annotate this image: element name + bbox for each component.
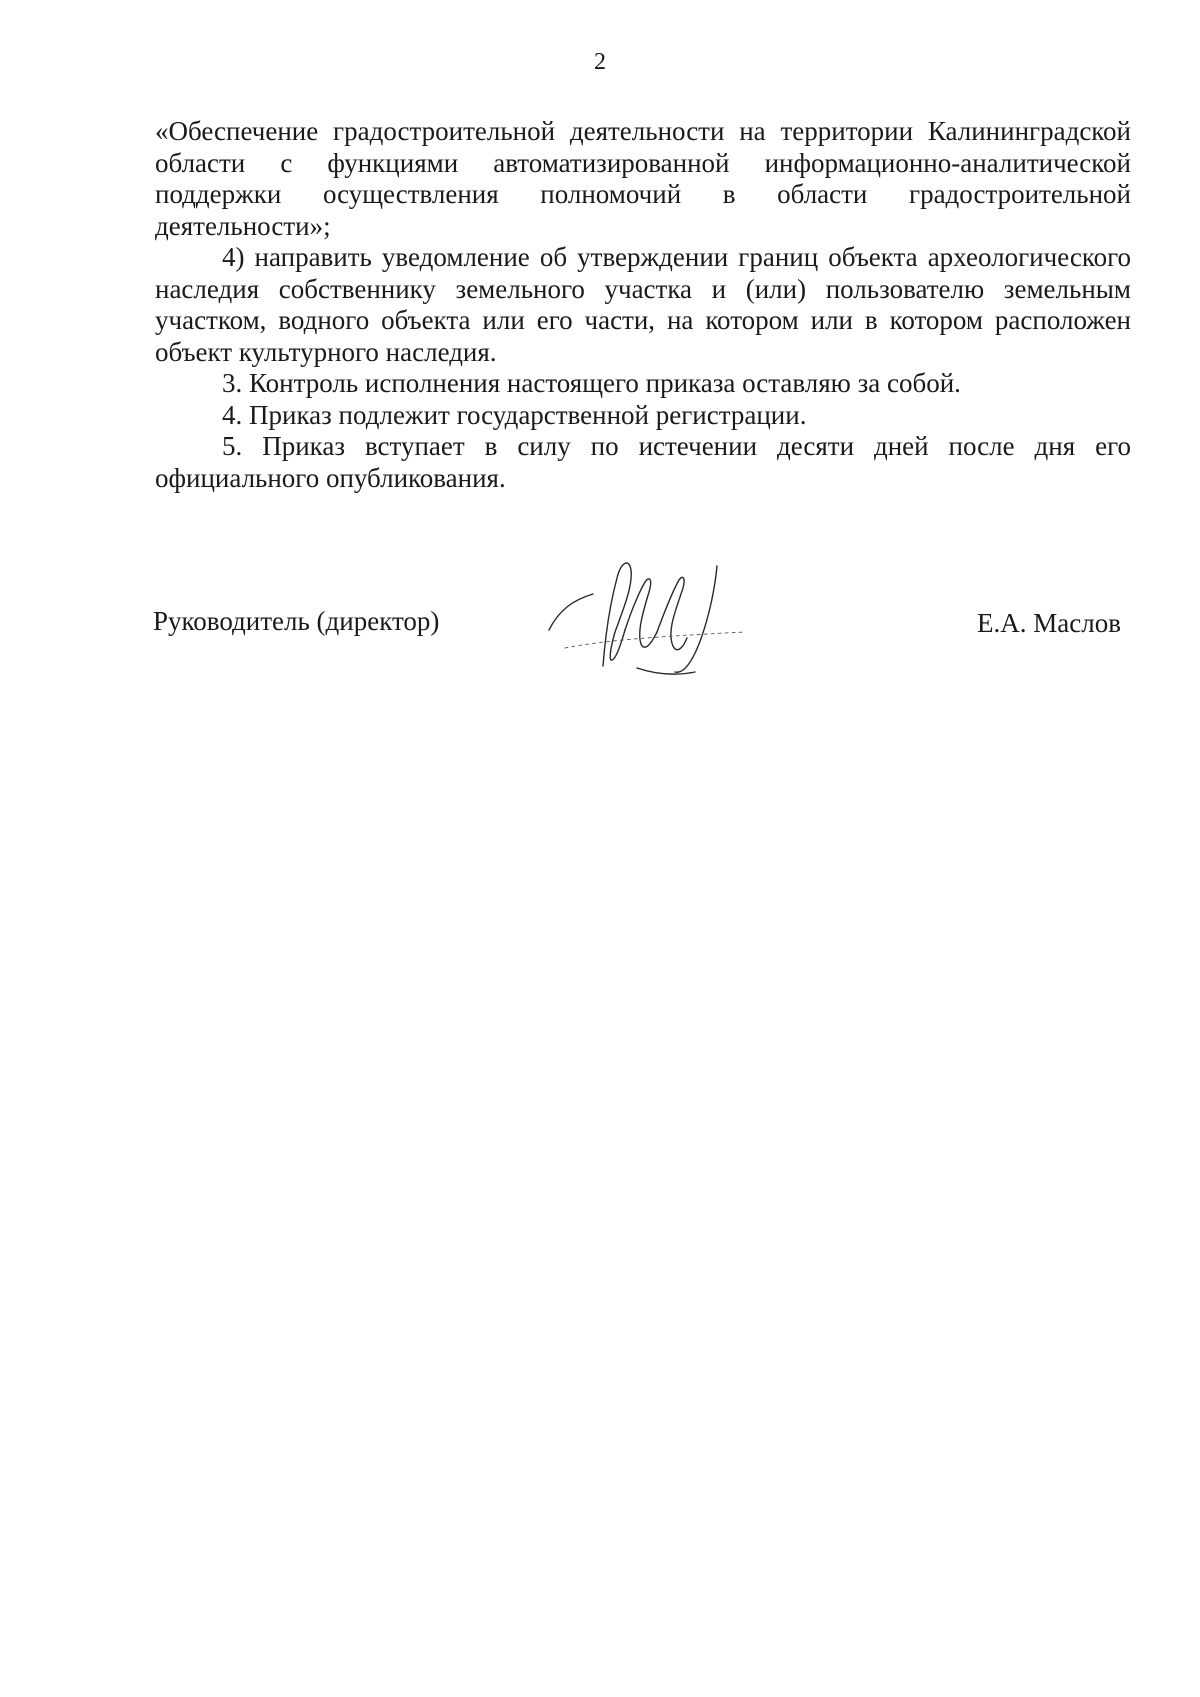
paragraph-clause-4: 4. Приказ подлежит государственной регистрации. <box>222 399 807 430</box>
handwritten-signature-icon <box>545 548 765 698</box>
paragraph-item-4: 4) направить уведомление об утверждении границ объекта археологического наследия собственнику земельного участка и (или) пользователю земельным участком, водного объекта или его части, на котором или в котором расположен объект культурного наследия. <box>155 242 1131 367</box>
signature-block <box>0 0 1200 800</box>
paragraph-clause-3: 3. Контроль исполнения настоящего приказа оставляю за собой. <box>222 368 961 398</box>
paragraph-clause-5: 5. Приказ вступает в силу по истечении десяти дней после дня его официального опубликования. <box>155 431 1131 493</box>
paragraph-continuation: «Обеспечение градостроительной деятельности на территории Калининградской области с функциями автоматизированной информационно-аналитической поддержки осуществления полномочий в области градостроительной деятельности»; <box>155 116 1131 241</box>
page-number: 2 <box>594 49 606 75</box>
signatory-name: Е.А. Маслов <box>977 608 1121 638</box>
signatory-position: Руководитель (директор) <box>153 606 440 636</box>
